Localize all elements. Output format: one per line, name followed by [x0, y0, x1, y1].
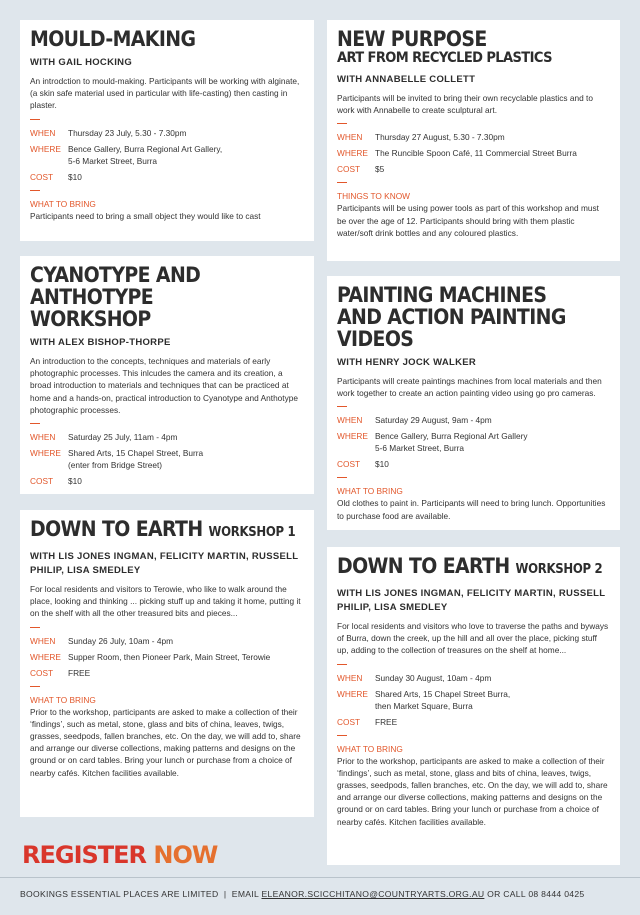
bookings-notice: BOOKINGS ESSENTIAL PLACES ARE LIMITED — [20, 889, 219, 899]
where-label: WHERE — [337, 688, 368, 699]
register-now-heading[interactable] — [22, 841, 217, 869]
when-value: Saturday 29 August, 9am - 4pm — [375, 415, 492, 426]
when-row — [337, 414, 610, 426]
when-label: WHEN — [337, 415, 363, 426]
cost-row — [337, 458, 610, 470]
where-value-line1: Shared Arts, 15 Chapel Street Burra, — [375, 688, 511, 699]
email-label: EMAIL — [231, 889, 259, 899]
cost-row — [337, 163, 610, 175]
cost-value: $10 — [68, 476, 82, 487]
card-description: Participants will create paintings machines from local materials and then work together to create an action painting video using go pro cameras. — [337, 376, 602, 399]
card-title — [30, 518, 304, 544]
bring-text: Prior to the workshop, participants are asked to make a collection of their ‘findings’, such as metal, stone, glass and bits of china, leaves, twigs, grasses, seedpods, fallen branches, etc. On the day, we will add to, share and arrange our diverse collections, making patterns and designs on the ground or on card tables. Bring your lunch or purchase from a choice of nearby cafés. Kitchen facilities available. — [337, 755, 608, 827]
divider — [30, 686, 40, 687]
when-value: Sunday 30 August, 10am - 4pm — [375, 672, 492, 683]
bring-text: Prior to the workshop, participants are asked to make a collection of their ‘findings’, such as metal, stone, glass and bits of china, leaves, twigs, grasses, seedpods, fallen branches, etc. On the day, we will add to, share and arrange our diverse collections, making patterns and designs on the ground or on card tables. Bring your lunch or purchase from a choice of nearby cafés. Kitchen facilities available. — [30, 706, 301, 778]
title-main: DOWN TO EARTH — [337, 554, 510, 578]
divider — [337, 123, 347, 124]
card-byline: WITH LIS JONES INGMAN, FELICITY MARTIN, RUSSELL PHILIP, LISA SMEDLEY — [30, 551, 299, 576]
title-workshop-number: WORKSHOP 2 — [515, 562, 603, 577]
divider — [337, 406, 347, 407]
card-title-line1: NEW PURPOSE — [337, 27, 487, 51]
card-title: MOULD-MAKING — [30, 27, 196, 51]
cost-row — [30, 475, 304, 487]
title-main: DOWN TO EARTH — [30, 517, 203, 541]
when-label: WHEN — [337, 672, 363, 683]
when-label: WHEN — [30, 635, 56, 646]
where-label: WHERE — [337, 431, 368, 442]
cost-value: FREE — [375, 716, 398, 727]
bring-label: WHAT TO BRING — [337, 486, 403, 497]
footer-bar — [0, 877, 640, 915]
where-value: The Runcible Spoon Café, 11 Commercial Street Burra — [375, 148, 577, 159]
where-label: WHERE — [30, 143, 61, 154]
card-title — [337, 555, 610, 581]
divider — [337, 664, 347, 665]
footer-text — [20, 889, 585, 899]
where-value-line1: Bence Gallery, Burra Regional Art Gallery — [375, 431, 528, 442]
card-description: For local residents and visitors who love to traverse the paths and byways of Burra, down the creek, up the hill and all over the place, picking stuff up, adding to the collection of treasures on the shelf at home... — [337, 621, 609, 656]
where-label: WHERE — [30, 651, 61, 662]
card-mould-making — [20, 20, 314, 241]
where-value-line2: 5-6 Market Street, Burra — [68, 155, 157, 166]
where-row — [337, 147, 610, 159]
card-title-line2: ART FROM RECYCLED PLASTICS — [337, 50, 552, 66]
card-description: Participants will be invited to bring their own recyclable plastics and to work with Annabelle to create sculptural art. — [337, 93, 593, 116]
card-description: An introdction to mould-making. Participants will be working with alginate, (a skin safe material used in particular with life-casting) then casting in plaster. — [30, 76, 300, 111]
cost-label: COST — [30, 476, 54, 487]
card-byline: WITH ALEX BISHOP-THORPE — [30, 337, 171, 348]
email-link[interactable]: ELEANOR.SCICCHITANO@COUNTRYARTS.ORG.AU — [261, 889, 485, 899]
cost-row — [30, 667, 304, 679]
bring-text: Participants need to bring a small object they would like to cast — [30, 210, 261, 221]
card-new-purpose — [327, 20, 620, 261]
when-value: Thursday 27 August, 5.30 - 7.30pm — [375, 132, 505, 143]
when-row — [337, 131, 610, 143]
cost-label: COST — [30, 171, 54, 182]
where-row — [30, 447, 304, 471]
card-down-to-earth-2 — [327, 547, 620, 865]
where-value-line2: then Market Square, Burra — [375, 700, 473, 711]
cost-row — [337, 716, 610, 728]
where-label: WHERE — [337, 148, 368, 159]
cost-label: COST — [30, 667, 54, 678]
divider — [30, 119, 40, 120]
when-row — [30, 431, 304, 443]
card-description: An introduction to the concepts, techniques and materials of early photographic processes. This inlcudes the camera and its creation, a broad introduction to materials and techniques that can be practiced at home and a hands-on, practical introduction to Cyanotype and Anthotype photographic processes. — [30, 356, 298, 415]
title-workshop-number: WORKSHOP 1 — [208, 525, 296, 540]
where-value-line2: 5-6 Market Street, Burra — [375, 443, 464, 454]
cost-value: $10 — [68, 171, 82, 182]
divider — [337, 477, 347, 478]
when-label: WHEN — [30, 432, 56, 443]
cost-label: COST — [337, 716, 361, 727]
things-to-know-text: Participants will be using power tools as part of this workshop and must be over the age of 12. Participants should bring with them plastic water/soft drink bottles and any coloured plastics. — [337, 203, 599, 238]
divider — [30, 627, 40, 628]
where-row — [337, 430, 610, 454]
register-word: REGISTER — [22, 841, 147, 869]
divider — [30, 190, 40, 191]
bring-label: WHAT TO BRING — [337, 743, 403, 754]
card-title: PAINTING MACHINES AND ACTION PAINTING VIDEOS — [337, 283, 566, 351]
where-value-line1: Shared Arts, 15 Chapel Street, Burra — [68, 448, 204, 459]
card-byline: WITH ANNABELLE COLLETT — [337, 74, 476, 85]
bring-text: Old clothes to paint in. Participants will need to bring lunch. Opportunities to purchase food are available. — [337, 498, 606, 521]
where-row — [30, 143, 304, 167]
call-text: OR CALL 08 8444 0425 — [487, 889, 585, 899]
cost-label: COST — [337, 459, 361, 470]
divider — [30, 423, 40, 424]
card-description: For local residents and visitors to Terowie, who like to walk around the place, looking and thinking ... picking stuff up and taking it home, putting it on the shelf with all the other treasured bits and pieces... — [30, 584, 301, 619]
things-to-know-label: THINGS TO KNOW — [337, 191, 410, 202]
when-row — [337, 672, 610, 684]
now-word: NOW — [153, 841, 218, 869]
bring-label: WHAT TO BRING — [30, 694, 96, 705]
when-value: Sunday 26 July, 10am - 4pm — [68, 635, 173, 646]
card-down-to-earth-1 — [20, 510, 314, 817]
card-byline: WITH HENRY JOCK WALKER — [337, 357, 477, 368]
when-row — [30, 635, 304, 647]
where-row — [337, 688, 610, 712]
card-cyanotype — [20, 256, 314, 494]
where-value: Supper Room, then Pioneer Park, Main Street, Terowie — [68, 651, 271, 662]
card-byline: WITH GAIL HOCKING — [30, 57, 133, 68]
when-row — [30, 127, 304, 139]
where-row — [30, 651, 304, 663]
card-painting-machines — [327, 276, 620, 530]
divider — [337, 735, 347, 736]
when-label: WHEN — [30, 127, 56, 138]
card-byline: WITH LIS JONES INGMAN, FELICITY MARTIN, RUSSELL PHILIP, LISA SMEDLEY — [337, 588, 606, 613]
cost-value: $10 — [375, 459, 389, 470]
cost-value: FREE — [68, 667, 91, 678]
cost-label: COST — [337, 164, 361, 175]
where-value-line2: (enter from Bridge Street) — [68, 460, 163, 471]
bring-label: WHAT TO BRING — [30, 198, 96, 209]
cost-value: $5 — [375, 164, 385, 175]
divider — [337, 182, 347, 183]
where-label: WHERE — [30, 448, 61, 459]
footer-separator: | — [223, 889, 227, 899]
when-value: Saturday 25 July, 11am - 4pm — [68, 432, 178, 443]
cost-row — [30, 171, 304, 183]
when-label: WHEN — [337, 132, 363, 143]
where-value-line1: Bence Gallery, Burra Regional Art Gallery, — [68, 143, 223, 154]
card-title: CYANOTYPE AND ANTHOTYPE WORKSHOP — [30, 263, 201, 331]
when-value: Thursday 23 July, 5.30 - 7.30pm — [68, 127, 187, 138]
